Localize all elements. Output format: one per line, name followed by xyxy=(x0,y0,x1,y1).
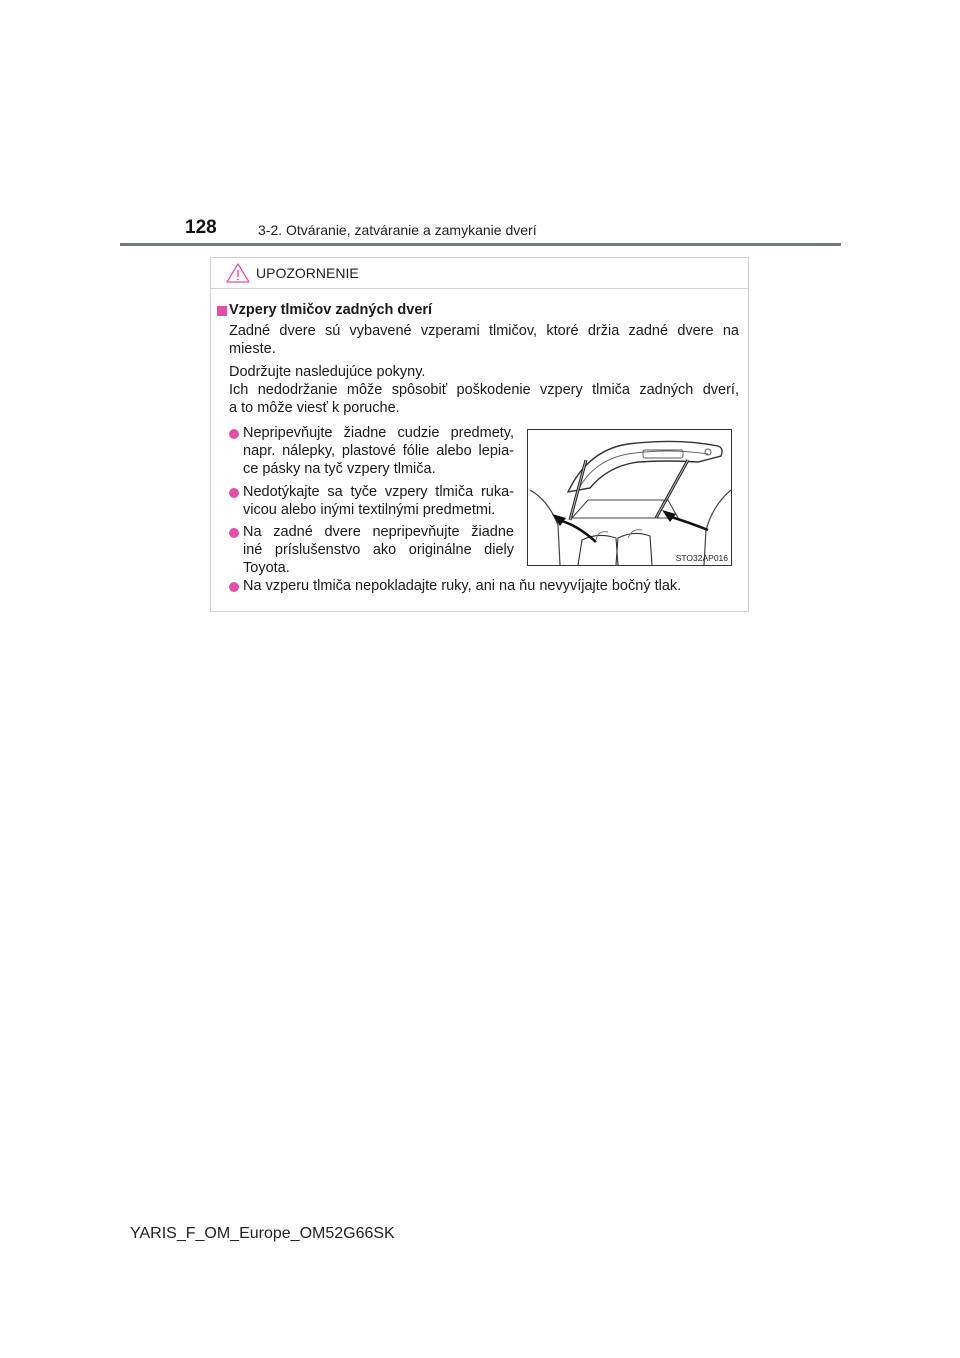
bullet-dot xyxy=(229,582,239,592)
intro-line-2: mieste. xyxy=(229,341,276,357)
subheading: Vzpery tlmičov zadných dverí xyxy=(229,302,433,318)
bullet-4-line-1: Na vzperu tlmiča nepokladajte ruky, ani na ňu nevyvíjajte bočný tlak. xyxy=(243,578,682,594)
bullet-2-line-1: Nedotýkajte sa tyče vzpery tlmiča ruka- xyxy=(243,484,514,500)
intro-line-3: Dodržujte nasledujúce pokyny. xyxy=(229,364,426,380)
bullet-dot xyxy=(229,528,239,538)
warning-box xyxy=(210,257,749,612)
warning-triangle-icon xyxy=(225,262,251,284)
bullet-1-line-3: ce pásky na tyč vzpery tlmiča. xyxy=(243,461,436,477)
bullet-1-line-2: napr. nálepky, plastové fólie alebo lepia- xyxy=(243,443,514,459)
intro-line-4: Ich nedodržanie môže spôsobiť poškodenie vzpery tlmiča zadných dverí, xyxy=(229,382,739,398)
footer-doc-id: YARIS_F_OM_Europe_OM52G66SK xyxy=(130,1225,395,1242)
bullet-dot xyxy=(229,429,239,439)
bullet-3-line-3: Toyota. xyxy=(243,560,290,576)
figure-code: STO32AP016 xyxy=(675,553,728,563)
bullet-3-line-1: Na zadné dvere nepripevňujte žiadne xyxy=(243,524,514,540)
page-number: 128 xyxy=(185,217,217,238)
bullet-dot xyxy=(229,488,239,498)
header-rule xyxy=(120,243,841,246)
warning-header xyxy=(211,258,748,289)
warning-label: UPOZORNENIE xyxy=(256,265,359,281)
subheading-bullet xyxy=(217,306,227,316)
bullet-3-line-2: iné príslušenstvo ako originálne diely xyxy=(243,542,514,558)
tailgate-strut-illustration xyxy=(527,429,732,566)
bullet-2-line-2: vicou alebo inými textilnými predmetmi. xyxy=(243,502,496,518)
section-title: 3-2. Otváranie, zatváranie a zamykanie dverí xyxy=(258,222,537,238)
intro-line-5: a to môže viesť k poruche. xyxy=(229,400,400,416)
bullet-1-line-1: Nepripevňujte žiadne cudzie predmety, xyxy=(243,425,514,441)
intro-line-1: Zadné dvere sú vybavené vzperami tlmičov, ktoré držia zadné dvere na xyxy=(229,323,739,339)
